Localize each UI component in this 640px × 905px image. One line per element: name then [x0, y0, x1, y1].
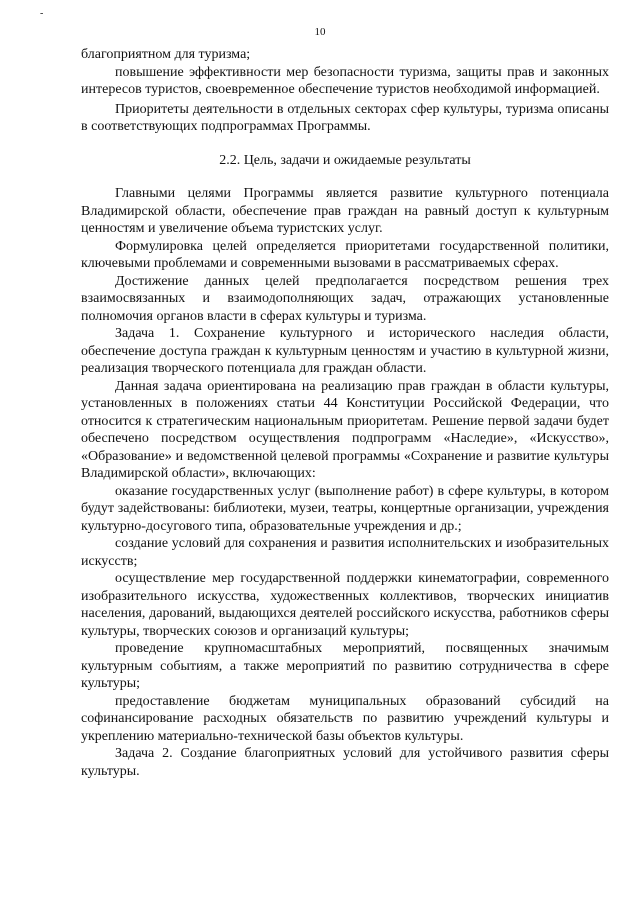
list-item-state-support: осуществление мер государственной поддержки кинематографии, современного изобразительного искусства, художественных коллективов, творческих инициатив населения, дарований, выдающихся деятелей российского искусства, работников сферы культуры, творческих союзов и организаций культуры; — [81, 571, 609, 639]
list-item-arts-conditions: создание условий для сохранения и развития исполнительских и изобразительных искусств; — [81, 536, 609, 569]
paragraph-goal-achievement: Достижение данных целей предполагается посредством решения трех взаимосвязанных и взаимодополняющих задач, отражающих установленные полномочия органов власти в сферах культуры и туризма. — [81, 273, 609, 324]
paragraph-task-2: Задача 2. Создание благоприятных условий для устойчивого развития сферы культуры. — [81, 746, 609, 779]
paragraph-priorities: Приоритеты деятельности в отдельных секторах сфер культуры, туризма описаны в соответствующих подпрограммах Программы. — [81, 101, 609, 134]
corner-mark: - — [40, 8, 44, 19]
paragraph-security: повышение эффективности мер безопасности туризма, защиты прав и законных интересов туристов, своевременное обеспечение туристов необходимой информацией. — [81, 64, 609, 97]
paragraph-continuation: благоприятном для туризма; — [81, 47, 251, 62]
list-item-subsidies: предоставление бюджетам муниципальных образований субсидий на софинансирование расходных обязательств по развитию учреждений культуры и укреплению материально-технической базы объектов культуры. — [81, 693, 609, 744]
list-item-state-services: оказание государственных услуг (выполнение работ) в сфере культуры, в котором будут задействованы: библиотеки, музеи, театры, концертные организации, учреждения культурно-досугового типа, образовательные учреждения и др.; — [81, 483, 609, 534]
document-body — [81, 46, 609, 780]
paragraph-task-1: Задача 1. Сохранение культурного и исторического наследия области, обеспечение доступа граждан к культурным ценностям и участию в культурной жизни, реализация творческого потенциала для граждан области. — [81, 326, 609, 376]
section-heading: 2.2. Цель, задачи и ожидаемые результаты — [219, 152, 471, 168]
paragraph-goal-formulation: Формулировка целей определяется приоритетами государственной политики, ключевыми проблемами и современными вызовами в рассматриваемых сферах. — [81, 238, 609, 271]
paragraph-task-1-details: Данная задача ориентирована на реализацию прав граждан в области культуры, установленных в положениях статьи 44 Конституции Российской Федерации, что относится к стратегическим национальным приоритетам. Решение первой задачи будет обеспечено посредством осуществления подпрограмм «Наследие», «Искусство», «Образование» и ведомственной целевой программы «Сохранение и развитие культуры Владимирской области», включающих: — [81, 378, 609, 481]
paragraph-main-goals: Главными целями Программы является развитие культурного потенциала Владимирской области, обеспечение прав граждан на равный доступ к культурным ценностям и увеличение объема туристских услуг. — [81, 186, 609, 236]
list-item-large-events: проведение крупномасштабных мероприятий, посвященных значимым культурным событиям, а также мероприятий по развитию сотрудничества в сфере культуры; — [81, 641, 609, 691]
page-number: 10 — [314, 26, 326, 38]
